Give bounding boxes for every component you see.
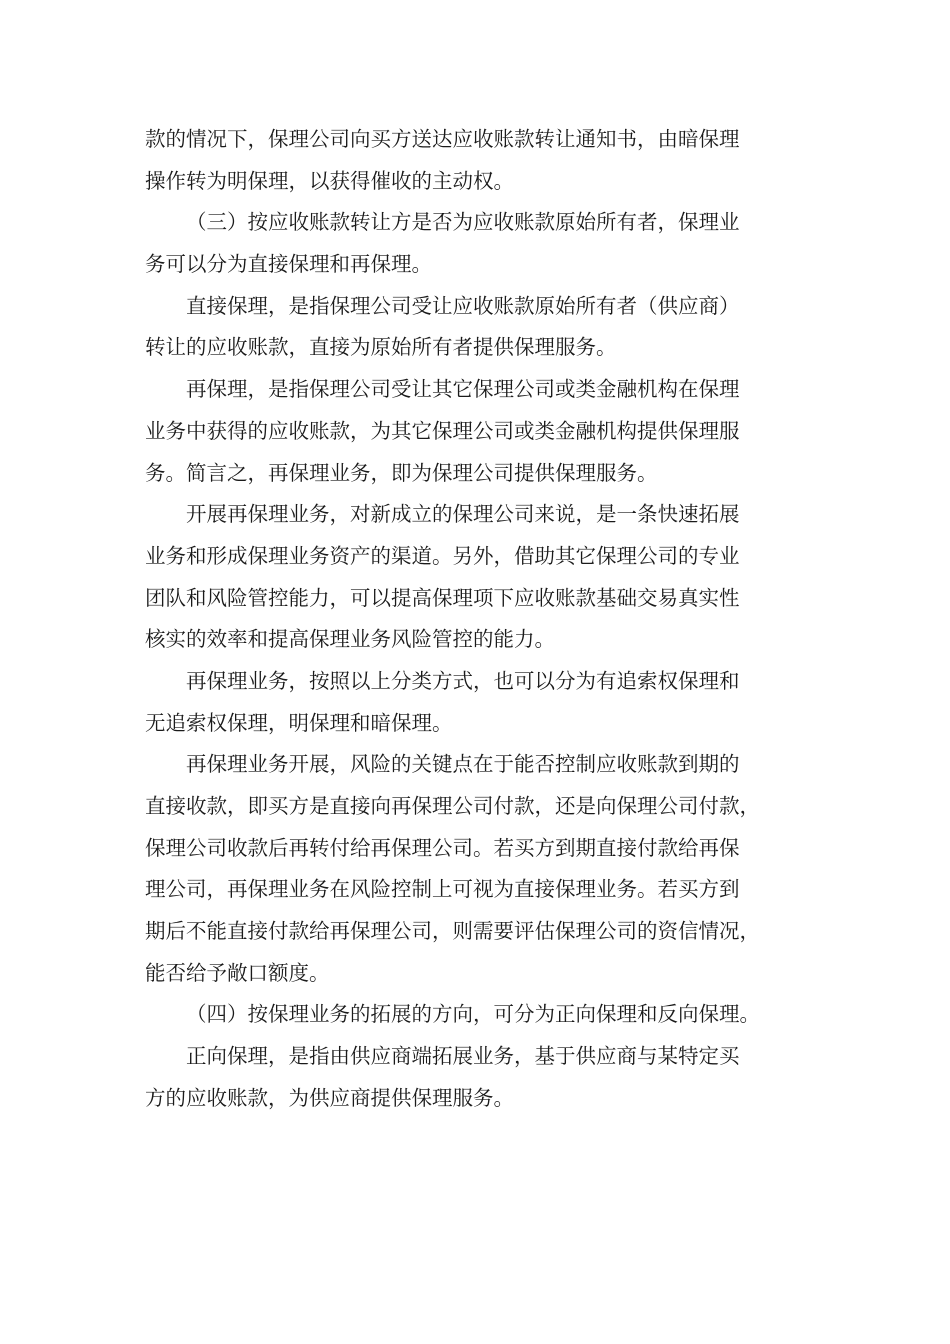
- text-line: 款的情况下，保理公司向买方送达应收账款转让通知书，由暗保理: [145, 127, 740, 151]
- text-line: 直接保理，是指保理公司受让应收账款原始所有者（供应商）: [186, 293, 740, 318]
- text-line: 理公司，再保理业务在风险控制上可视为直接保理业务。若买方到: [145, 877, 740, 902]
- text-line: 期后不能直接付款给再保理公司，则需要评估保理公司的资信情况，: [145, 919, 760, 944]
- text-line: 操作转为明保理，以获得催收的主动权。: [145, 168, 514, 193]
- text-line: 再保理，是指保理公司受让其它保理公司或类金融机构在保理: [186, 377, 740, 402]
- text-line: 业务中获得的应收账款，为其它保理公司或类金融机构提供保理服: [145, 418, 740, 443]
- text-line: 正向保理，是指由供应商端拓展业务，基于供应商与某特定买: [186, 1044, 740, 1069]
- text-line: 能否给予敞口额度。: [145, 960, 330, 985]
- text-line: 保理公司收款后再转付给再保理公司。若买方到期直接付款给再保: [145, 835, 740, 860]
- text-line: 直接收款，即买方是直接向再保理公司付款，还是向保理公司付款，: [145, 794, 760, 818]
- text-line: 团队和风险管控能力，可以提高保理项下应收账款基础交易真实性: [145, 585, 740, 610]
- text-line: 核实的效率和提高保理业务风险管控的能力。: [145, 627, 555, 652]
- text-line: （三）按应收账款转让方是否为应收账款原始所有者，保理业: [186, 210, 740, 235]
- text-line: （四）按保理业务的拓展的方向，可分为正向保理和反向保理。: [186, 1002, 760, 1027]
- text-line: 务可以分为直接保理和再保理。: [145, 252, 432, 277]
- text-line: 开展再保理业务，对新成立的保理公司来说，是一条快速拓展: [186, 502, 740, 527]
- text-line: 再保理业务，按照以上分类方式，也可以分为有追索权保理和: [186, 668, 740, 693]
- text-line: 方的应收账款，为供应商提供保理服务。: [145, 1085, 514, 1110]
- text-line: 再保理业务开展，风险的关键点在于能否控制应收账款到期的: [186, 752, 740, 777]
- text-line: 务。简言之，再保理业务，即为保理公司提供保理服务。: [145, 460, 658, 485]
- text-line: 无追索权保理，明保理和暗保理。: [145, 710, 453, 735]
- text-line: 业务和形成保理业务资产的渠道。另外，借助其它保理公司的专业: [145, 543, 740, 568]
- text-line: 转让的应收账款，直接为原始所有者提供保理服务。: [145, 335, 617, 360]
- body-text: [145, 119, 835, 1120]
